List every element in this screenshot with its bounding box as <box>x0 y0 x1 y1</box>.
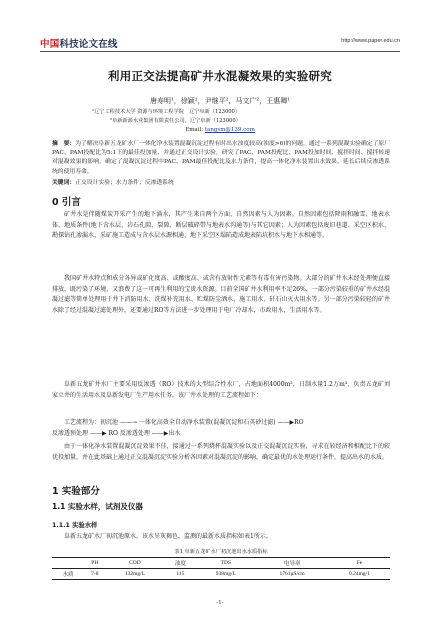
keywords-label: 关键词： <box>52 180 76 186</box>
table-cell: 115 <box>164 569 196 580</box>
flow-arrow: ——→ <box>119 419 137 426</box>
table-cell: 1761μS/cm <box>255 569 329 580</box>
abstract-label: 摘 要： <box>52 141 76 147</box>
keywords <box>52 177 390 186</box>
section-0-paragraph-2: 我国矿井水特点和成分各异或矿化度高、或酸度高、或含有放射性元素等有毒有害污染物。大部分的矿井水未经处理便直接排放，既污染了环境，又浪费了这一可再生利用的宝贵水资源。目前全国矿井水利用率不足26%，一部分污染较重的矿井水经混凝过滤等简单处理用于井下消防用水、洗煤补充用水、贮煤防尘洒水、施工用水、矸石山灭火用水等。另一部分污染较轻的矿井水除了经过混凝过滤处理外，还要通过RO等方法进一步处理用于电厂冷却水，市政用水，生活用水等。 <box>52 275 390 315</box>
email-label: Email: <box>185 127 205 133</box>
section-1-paragraph-1: 阜新五龙矿水厂初沉池原水，该水呈灰褐色，监测的最新水质指标如表1所示。 <box>64 533 272 540</box>
table-header-row <box>52 558 390 569</box>
table-header-cell: Fe <box>329 558 390 569</box>
flow-step-a: 一体化高效全自动净水装置(混凝沉淀和石英砂过滤) <box>138 419 276 426</box>
paper-title: 利用正交法提高矿井水混凝效果的实验研究 <box>107 69 333 83</box>
flow-arrow: ——▶ <box>89 429 107 437</box>
table-row <box>52 569 390 580</box>
logo-red-part: 中国 <box>40 39 60 50</box>
page-number: -1- <box>216 600 224 606</box>
keywords-text: 正交设计实验；水力条件；反渗透系统 <box>75 180 174 186</box>
section-0-paragraph-3: 阜新五龙矿井水厂主要采用反渗透（RO）技术的大型综合性水厂，占地面积4000m²，日制水量1.2万m³，负责五龙矿刘家立井的生活用水及阜新发电厂生产用水任务。该厂井水处理的工艺流程如下： <box>52 381 390 399</box>
author-email <box>40 127 400 133</box>
process-flow <box>52 418 390 439</box>
water-quality-table <box>52 557 390 580</box>
site-url[interactable]: http://www.paper.edu.cn <box>341 38 400 44</box>
header-rule <box>40 51 400 52</box>
section-0-paragraph-1: 矿井水是伴随煤炭开采产生的地下涌水，其产生来自两个方面，自然因素与人为因素。自然因素包括降雨和融雪、地表水体、地质条件(地下含水层、岩石孔隙、裂隙、断层破碎带与地表水沟通等)与其它因素；人为因素包括废旧巷道、采空区积水、勘探钻孔渗漏水、采矿施工造成与含水层水源相通、地下采空区塌陷造成地表陷坑积水与地下水相通等。 <box>52 211 390 240</box>
affiliation-1: ¹辽宁工程技术大学 资源与环境工程学院 辽宁阜新（123000） <box>92 109 241 115</box>
table-1-caption: 表1 阜新五龙矿水厂初沉池出水水质指标 <box>174 549 268 555</box>
section-1-heading: 1 实验部分 <box>52 486 100 497</box>
flow-label: 工艺流程为：初沉池 <box>64 419 119 426</box>
logo-dark-part: 科技论文在线 <box>59 39 118 50</box>
section-0-heading: 0 引言 <box>52 197 81 208</box>
page-header <box>40 36 400 50</box>
table-cell: 0.24mg/1 <box>329 569 390 580</box>
site-logo[interactable] <box>40 36 118 50</box>
table-header-cell: 浊度 <box>164 558 196 569</box>
flow-step-d: RO 反渗透处理 <box>108 429 150 437</box>
email-link[interactable]: tangsm@139.com <box>204 127 255 133</box>
table-header-cell <box>52 558 84 569</box>
flow-step-c: 反渗透预处理 <box>52 429 89 437</box>
affiliation-2: ²阜新新源水业集团有限责任公司，辽宁阜新（123000） <box>110 118 241 124</box>
flow-arrow: ——▶ <box>277 419 295 426</box>
abstract <box>52 140 390 177</box>
table-cell: 132mg/L <box>106 569 165 580</box>
table-header-cell: 电导率 <box>255 558 329 569</box>
table-header-cell: PH <box>84 558 105 569</box>
subsection-1-1-heading: 1.1 实验水样，试剂及仪器 <box>52 502 143 511</box>
flow-step-b: RO <box>294 419 304 426</box>
flow-step-e: 出水 <box>168 429 181 437</box>
paper-authors: 唐寿明¹，徐颖¹，尹继平²，马文广²，王惠卿¹ <box>149 97 291 105</box>
process-flow-line-1 <box>52 418 390 429</box>
abstract-text: 为了解决阜新五龙矿水厂一体化净水装置混凝沉淀过程有时出水浊度较高(浊度>6)的问题，通过一系列混凝实验确定了原厂PAC、PAM投配比为5:1下的最佳投加量，并通过正交设计实验，研究了PAC、PAM投配比、PAM投加时间、搅拌时间、搅拌转速对混凝效果的影响，确定了混凝沉淀过程中PAC、PAM最佳投配比及水力条件，提高一体化净水装置出水效果，延长后续反渗透系统的使用寿命。 <box>52 141 390 175</box>
table-header-cell: COD <box>106 558 165 569</box>
flow-arrow: ——▶ <box>151 429 169 437</box>
table-cell: 938mg/L <box>196 569 255 580</box>
table-cell: 水质 <box>52 569 84 580</box>
section-0-paragraph-4: 由于一体化净水装置混凝沉淀效果不佳，接通过一系列烧杯混凝实验以及正交混凝沉淀实验，寻求在较经济和相配比下的较优投加量，并在此基础上通过正交混凝沉淀实验分析各因素对混凝沉淀的影响，确定最优的水处理运行条件，提高出水的水质。 <box>52 443 390 461</box>
process-flow-line-2 <box>52 429 390 440</box>
table-header-cell: TDS <box>196 558 255 569</box>
table-cell: 7-8 <box>84 569 105 580</box>
subsection-1-1-1-heading: 1.1.1 实验水样 <box>52 522 98 529</box>
